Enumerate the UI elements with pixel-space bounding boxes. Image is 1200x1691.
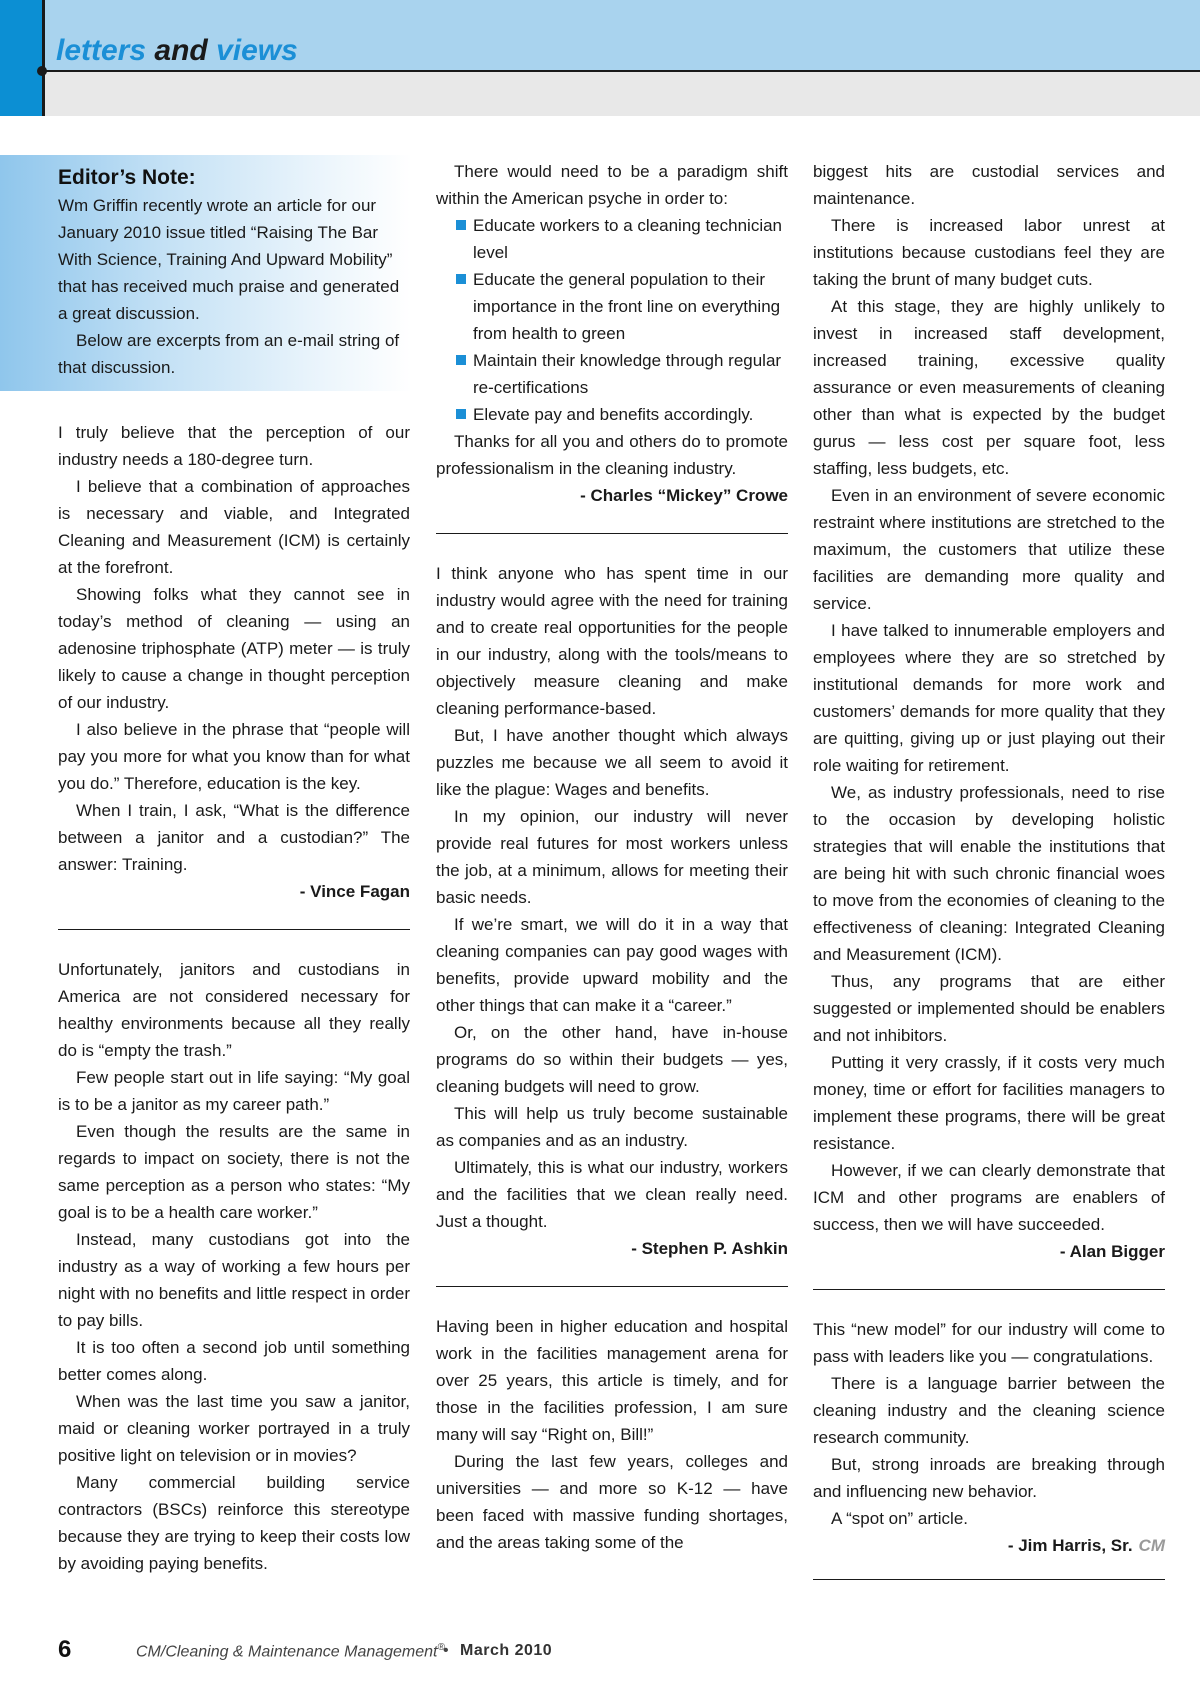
editors-note-heading: Editor’s Note: [58,166,196,189]
letter-paragraph: I truly believe that the perception of our industry needs a 180-degree turn. [58,423,410,469]
publication-name: CM/Cleaning & Maintenance Management® [136,1642,445,1661]
letter-paragraph: At this stage, they are highly unlikely to invest in increased staff development, increased training, excessive quality assurance or even measurements of cleaning other than what is expected by the budget gurus — less cost per square foot, less staffing, less budgets, etc. [813,297,1165,478]
letter-paragraph: I believe that a combination of approaches is necessary and viable, and Integrated Cleaning and Measurement (ICM) is certainly at the forefront. [58,477,410,577]
footer-separator: • [443,1642,449,1659]
signature-alan-bigger: - Alan Bigger [1059,1242,1165,1261]
letter-paragraph: Even though the results are the same in regards to impact on society, there is not the same perception as a person who states: “My goal is to be a health care worker.” [58,1122,410,1222]
square-bullet-icon [456,409,466,419]
letter-paragraph: It is too often a second job until something better comes along. [58,1338,410,1384]
column-3 [813,158,1165,1606]
column-2 [436,158,788,1556]
signature-vince-fagan: - Vince Fagan [299,882,410,901]
letter-divider [436,1286,788,1287]
editors-note-paragraph: Below are excerpts from an e-mail string of that discussion. [58,331,400,377]
letter-paragraph: Thanks for all you and others do to promote professionalism in the cleaning industry. [436,432,788,478]
letter-paragraph: A “spot on” article. [831,1509,969,1528]
letter-paragraph: Many commercial building service contractors (BSCs) reinforce this stereotype because they are trying to keep their costs low by avoiding paying benefits. [58,1473,410,1573]
letter-paragraph: Unfortunately, janitors and custodians in America are not considered necessary for healthy environments because all they really do is “empty the trash.” [58,960,410,1060]
square-bullet-icon [456,220,466,230]
letter-crowe-continued [436,158,788,509]
header-dot-icon [37,66,47,76]
letter-paragraph: But, I have another thought which always puzzles me because we all seem to avoid it like the plague: Wages and benefits. [436,726,788,799]
letter-divider [813,1579,1165,1580]
letter-divider [436,533,788,534]
signature-stephen-ashkin: - Stephen P. Ashkin [631,1239,788,1258]
letter-paragraph: But, strong inroads are breaking through and influencing new behavior. [813,1455,1165,1501]
issue-date: March 2010 [460,1642,553,1659]
letter-paragraph: I also believe in the phrase that “people will pay you more for what you know than for what you do.” Therefore, education is the key. [58,720,410,793]
letter-crowe [58,956,410,1577]
letter-bigger [436,1313,788,1556]
letter-paragraph: This “new model” for our industry will come to pass with leaders like you — congratulations. [813,1320,1165,1366]
bullet-item: Educate the general population to their importance in the front line on everything from health to green [436,266,788,347]
letter-divider [58,929,410,930]
letter-paragraph: In my opinion, our industry will never provide real futures for most workers unless the job, at a minimum, allows for meeting their basic needs. [436,807,788,907]
letter-paragraph: During the last few years, colleges and universities — and more so K-12 — have been faced with massive funding shortages, and the areas taking some of the [436,1452,788,1552]
page-number: 6 [58,1636,72,1663]
letter-paragraph: Instead, many custodians got into the industry as a way of working a few hours per night with no benefits and little respect in order to pay bills. [58,1230,410,1330]
signature-charles-crowe: - Charles “Mickey” Crowe [580,486,788,505]
letter-paragraph: Ultimately, this is what our industry, workers and the facilities that we clean really need. Just a thought. [436,1158,788,1231]
letter-paragraph: There would need to be a paradigm shift within the American psyche in order to: [436,162,788,208]
letter-paragraph: When I train, I ask, “What is the difference between a janitor and a custodian?” The answer: Training. [58,801,410,874]
bullet-item: Educate workers to a cleaning technician level [436,212,788,266]
letter-paragraph: We, as industry professionals, need to rise to the occasion by developing holistic strategies that will enable the institutions that are being hit with such chronic financial woes to move from the economies of cleaning to the effectiveness of cleaning: Integrated Cleaning and Measurement (ICM). [813,783,1165,964]
header-rule [44,70,1200,72]
letter-paragraph: Showing folks what they cannot see in today’s method of cleaning — using an adenosine triphosphate (ATP) meter — is truly likely to cause a change in thought perception of our industry. [58,585,410,712]
square-bullet-icon [456,355,466,365]
letter-paragraph: I think anyone who has spent time in our industry would agree with the need for training and to create real opportunities for the people in our industry, along with the tools/means to objectively measure cleaning and make cleaning performance-based. [436,564,788,718]
letter-paragraph: However, if we can clearly demonstrate that ICM and other programs are enablers of success, then we will have succeeded. [813,1161,1165,1234]
letter-paragraph: When was the last time you saw a janitor, maid or cleaning worker portrayed in a truly positive light on television or in movies? [58,1392,410,1465]
column-1 [58,158,410,1577]
letter-paragraph: Having been in higher education and hospital work in the facilities management arena for over 25 years, this article is timely, and for those in the facilities profession, I am sure many will say “Right on, Bill!” [436,1317,788,1444]
bullet-item: Maintain their knowledge through regular re-certifications [436,347,788,401]
letter-paragraph: If we’re smart, we will do it in a way that cleaning companies can pay good wages with benefits, provide upward mobility and the other things that can make it a “career.” [436,915,788,1015]
letter-paragraph: I have talked to innumerable employers and employees where they are so stretched by institutional demands for more work and customers’ demands for more quality that they are quitting, giving up or just playing out their role waiting for retirement. [813,621,1165,775]
letter-paragraph: Even in an environment of severe economic restraint where institutions are stretched to the maximum, the customers that utilize these facilities are demanding more quality and service. [813,486,1165,613]
letter-paragraph: Few people start out in life saying: “My goal is to be a janitor as my career path.” [58,1068,410,1114]
cm-end-mark: CM [1138,1536,1165,1555]
letter-harris [813,1316,1165,1559]
editors-note-paragraph: Wm Griffin recently wrote an article for our January 2010 issue titled “Raising The Bar With Science, Training And Upward Mobility” that has received much praise and generated a great discussion. [58,196,400,323]
letter-paragraph: This will help us truly become sustainable as companies and as an industry. [436,1104,788,1150]
letter-paragraph: Or, on the other hand, have in-house programs do so within their budgets — yes, cleaning budgets will need to grow. [436,1023,788,1096]
signature-jim-harris: - Jim Harris, Sr. CM [1007,1536,1165,1555]
letter-ashkin [436,560,788,1262]
header-lower-band [44,72,1200,116]
header-vertical-line [42,0,45,116]
header-tab [0,0,42,116]
letter-paragraph: Thus, any programs that are either suggested or implemented should be enablers and not inhibitors. [813,972,1165,1045]
letter-paragraph: There is a language barrier between the cleaning industry and the cleaning science research community. [813,1374,1165,1447]
bullet-list [436,212,788,428]
letter-paragraph: There is increased labor unrest at institutions because custodians feel they are taking the brunt of many budget cuts. [813,216,1165,289]
square-bullet-icon [456,274,466,284]
section-title: letters and views [56,34,298,67]
letter-divider [813,1289,1165,1290]
letter-paragraph: biggest hits are custodial services and maintenance. [813,162,1165,208]
bullet-item: Elevate pay and benefits accordingly. [436,401,788,428]
letter-fagan [58,419,410,905]
letter-paragraph: Putting it very crassly, if it costs very much money, time or effort for facilities managers to implement these programs, there will be great resistance. [813,1053,1165,1153]
letter-bigger-continued [813,158,1165,1265]
